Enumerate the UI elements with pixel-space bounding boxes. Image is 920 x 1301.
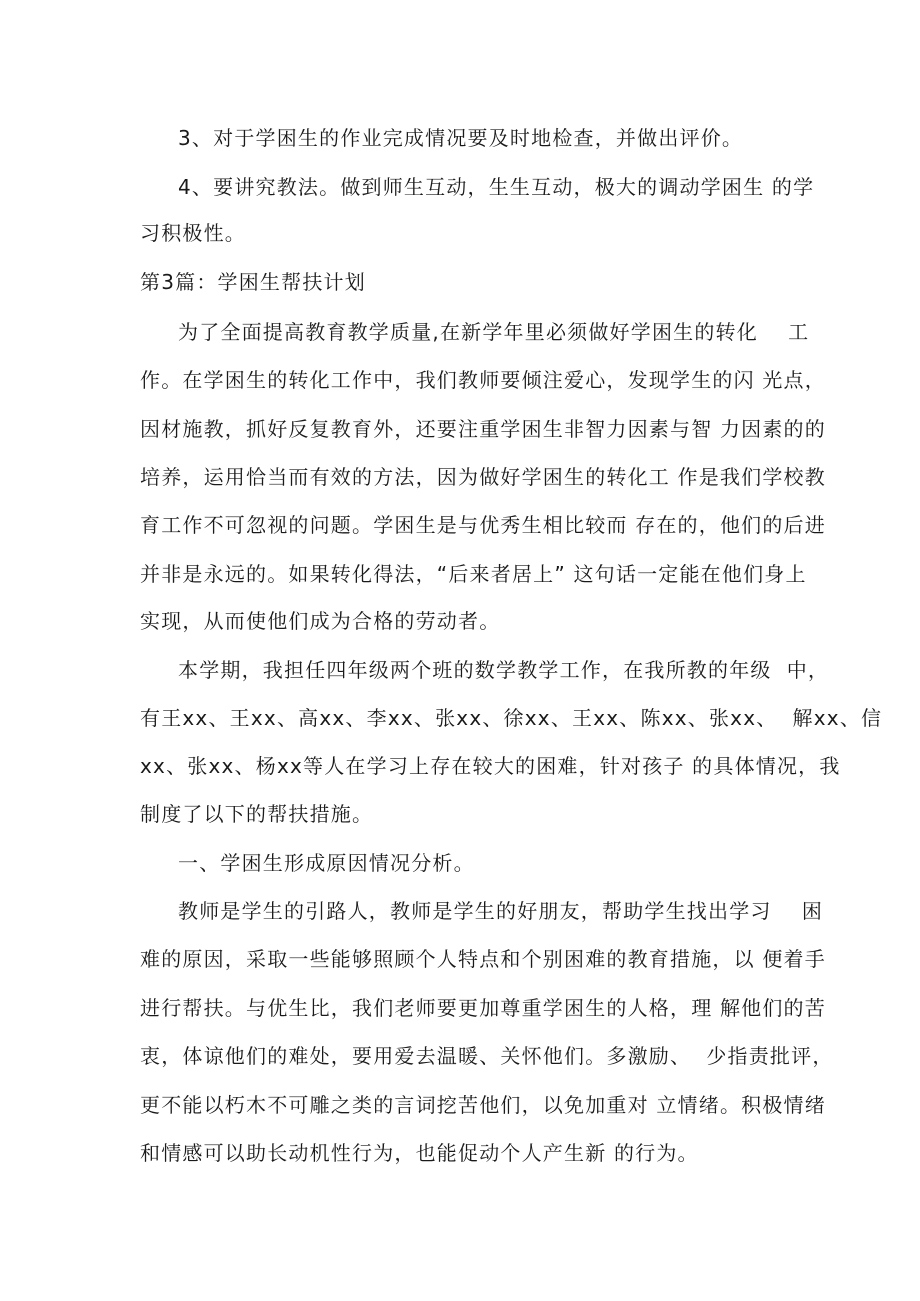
text-line: 实现，从而使他们成为合格的劳动者。: [140, 609, 501, 633]
text-line: 和情感可以助长动机性行为，也能促动个人产生新 的行为。: [140, 1141, 699, 1165]
text-line: 更不能以朽木不可雕之类的言词挖苦他们，以免加重对 立情绪。积极情绪: [140, 1093, 826, 1117]
text-line: 衷，体谅他们的难处，要用爱去温暖、关怀他们。多激励、 少指责批评，: [140, 1044, 834, 1068]
text-line: 4、要讲究教法。做到师生互动，生生互动，极大的调动学困生 的学: [178, 175, 815, 199]
text-line: 本学期，我担任四年级两个班的数学教学工作，在我所教的年级 中，: [178, 658, 830, 682]
text-line: 习积极性。: [140, 221, 246, 245]
text-line: 进行帮扶。与优生比，我们老师要更加尊重学困生的人格，理 解他们的苦: [140, 996, 826, 1020]
text-line: 育工作不可忽视的问题。学困生是与优秀生相比较而 存在的，他们的后进: [140, 513, 826, 537]
text-line: 为了全面提高教育教学质量,在新学年里必须做好学困生的转化 工: [178, 320, 810, 344]
text-line: 3、对于学困生的作业完成情况要及时地检查，并做出评价。: [178, 126, 744, 150]
text-line: 培养，运用恰当而有效的方法，因为做好学困生的转化工 作是我们学校教: [140, 465, 826, 489]
text-line: 并非是永远的。如果转化得法，“后来者居上” 这句话一定能在他们身上: [140, 562, 807, 586]
subheading: 一、学困生形成原因情况分析。: [178, 851, 475, 875]
text-line: 作。在学困生的转化工作中，我们教师要倾注爱心，发现学生的闪 光点，: [140, 368, 826, 392]
text-line: 制度了以下的帮扶措施。: [140, 802, 374, 826]
text-line: 因材施教，抓好反复教育外，还要注重学困生非智力因素与智 力因素的的: [140, 417, 826, 441]
text-line: 难的原因，采取一些能够照顾个人特点和个别困难的教育措施，以 便着手: [140, 947, 826, 971]
text-line: xx、张xx、杨xx等人在学习上存在较大的困难，针对孩子 的具体情况，我: [140, 754, 841, 778]
section-heading: 第3篇：学困生帮扶计划: [140, 270, 366, 294]
text-line: 教师是学生的引路人，教师是学生的好朋友，帮助学生找出学习 困: [178, 899, 824, 923]
text-line: 有王xx、王xx、高xx、李xx、张xx、徐xx、王xx、陈xx、张xx、 解xx、信: [140, 706, 883, 730]
